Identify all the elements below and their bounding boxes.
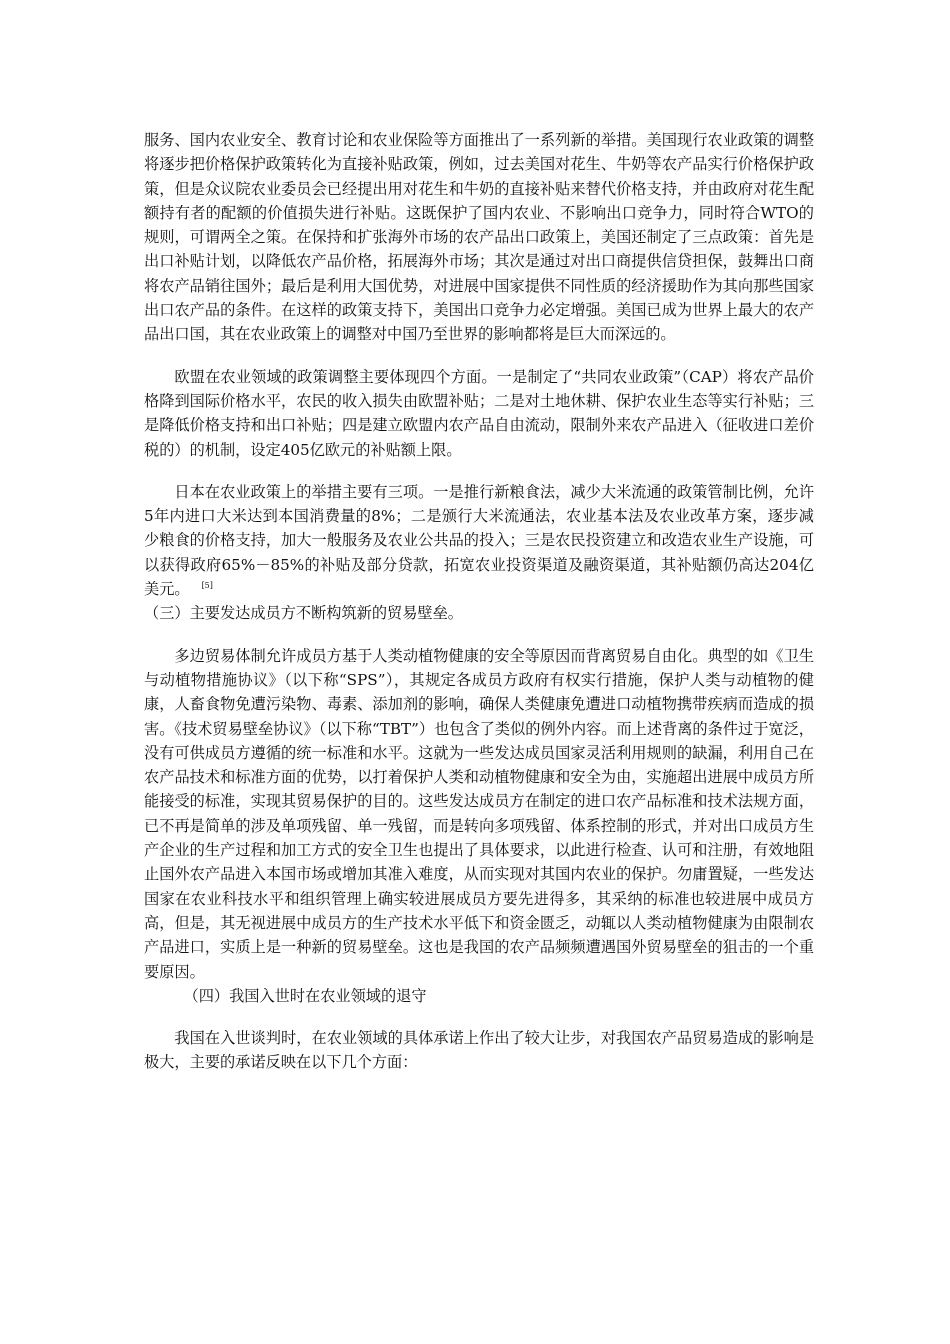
paragraph-trade-barriers: 多边贸易体制允许成员方基于人类动植物健康的安全等原因而背离贸易自由化。典型的如《卫生与动植物措施协议》（以下称“SPS”），其规定各成员方政府有权实行措施，保护人类与动植物的健康，人畜食物免遭污染物、毒素、添加剂的影响，确保人类健康免遭进口动植物携带疾病而造成的损害。《技术贸易壁垒协议》（以下称“TBT”）也包含了类似的例外内容。而上述背离的条件过于宽泛，没有可供成员方遵循的统一标准和水平。这就为一些发达成员国家灵活利用规则的缺漏，利用自己在农产品技术和标准方面的优势，以打着保护人类和动植物健康和安全为由，实施超出进展中成员方所能接受的标准，实现其贸易保护的目的。这些发达成员方在制定的进口农产品标准和技术法规方面，已不再是简单的涉及单项残留、单一残留，而是转向多项残留、体系控制的形式，并对出口成员方生产企业的生产过程和加工方式的安全卫生也提出了具体要求，以此进行检查、认可和注册，有效地阻止国外农产品进入本国市场或增加其准入难度，从而实现对其国内农业的保护。勿庸置疑，一些发达国家在农业科技水平和组织管理上确实较进展成员方要先进得多，其采纳的标准也较进展中成员方高，但是，其无视进展中成员方的生产技术水平低下和资金匮乏，动辄以人类动植物健康为由限制农产品进口，实质上是一种新的贸易壁垒。这也是我国的农产品频频遭遇国外贸易壁垒的狙击的一个重要原因。 [144, 646, 814, 981]
document-body [144, 128, 814, 1075]
paragraph-wto-commitments: 我国在入世谈判时，在农业领域的具体承诺上作出了较大让步，对我国农产品贸易造成的影响是极大，主要的承诺反映在以下几个方面： [144, 1029, 814, 1072]
paragraph-eu-policy: 欧盟在农业领域的政策调整主要体现四个方面。一是制定了“共同农业政策”（CAP）将农产品价格降到国际价格水平，农民的收入损失由欧盟补贴；二是对土地休耕、保护农业生态等实行补贴；三是降低价格支持和出口补贴；四是建立欧盟内农产品自由流动，限制外来农产品进入（征收进口差价税的）的机制，设定405亿欧元的补贴额上限。 [144, 367, 814, 459]
paragraph-japan-policy [144, 480, 814, 601]
footnote-reference: [5] [201, 580, 213, 590]
paragraph-us-policy: 服务、国内农业安全、教育讨论和农业保险等方面推出了一系列新的举措。美国现行农业政策的调整将逐步把价格保护政策转化为直接补贴政策，例如，过去美国对花生、牛奶等农产品实行价格保护政策，但是众议院农业委员会已经提出用对花生和牛奶的直接补贴来替代价格支持，并由政府对花生配额持有者的配额的价值损失进行补贴。这既保护了国内农业、不影响出口竞争力，同时符合WTO的规则，可谓两全之策。在保持和扩张海外市场的农产品出口政策上，美国还制定了三点政策：首先是出口补贴计划，以降低农产品价格，拓展海外市场；其次是通过对出口商提供信贷担保，鼓舞出口商将农产品销往国外；最后是利用大国优势，对进展中国家提供不同性质的经济援助作为其向那些国家出口农产品的条件。在这样的政策支持下，美国出口竞争力必定增强。美国已成为世界上最大的农产品出口国，其在农业政策上的调整对中国乃至世界的影响都将是巨大而深远的。 [144, 131, 814, 344]
section-heading-4: （四）我国入世时在农业领域的退守 [183, 986, 427, 1005]
paragraph-japan-policy-text: 日本在农业政策上的举措主要有三项。一是推行新粮食法，减少大米流通的政策管制比例，允许5年内进口大米达到本国消费量的8%；二是颁行大米流通法，农业基本法及农业改革方案，逐步减少粮食的价格支持，加大一般服务及农业公共品的投入；三是农民投资建立和改造农业生产设施，可以获得政府65%－85%的补贴及部分贷款，拓宽农业投资渠道及融资渠道，其补贴额仍高达204亿美元。 [144, 482, 814, 599]
section-heading-3: （三）主要发达成员方不断构筑新的贸易壁垒。 [144, 604, 463, 623]
